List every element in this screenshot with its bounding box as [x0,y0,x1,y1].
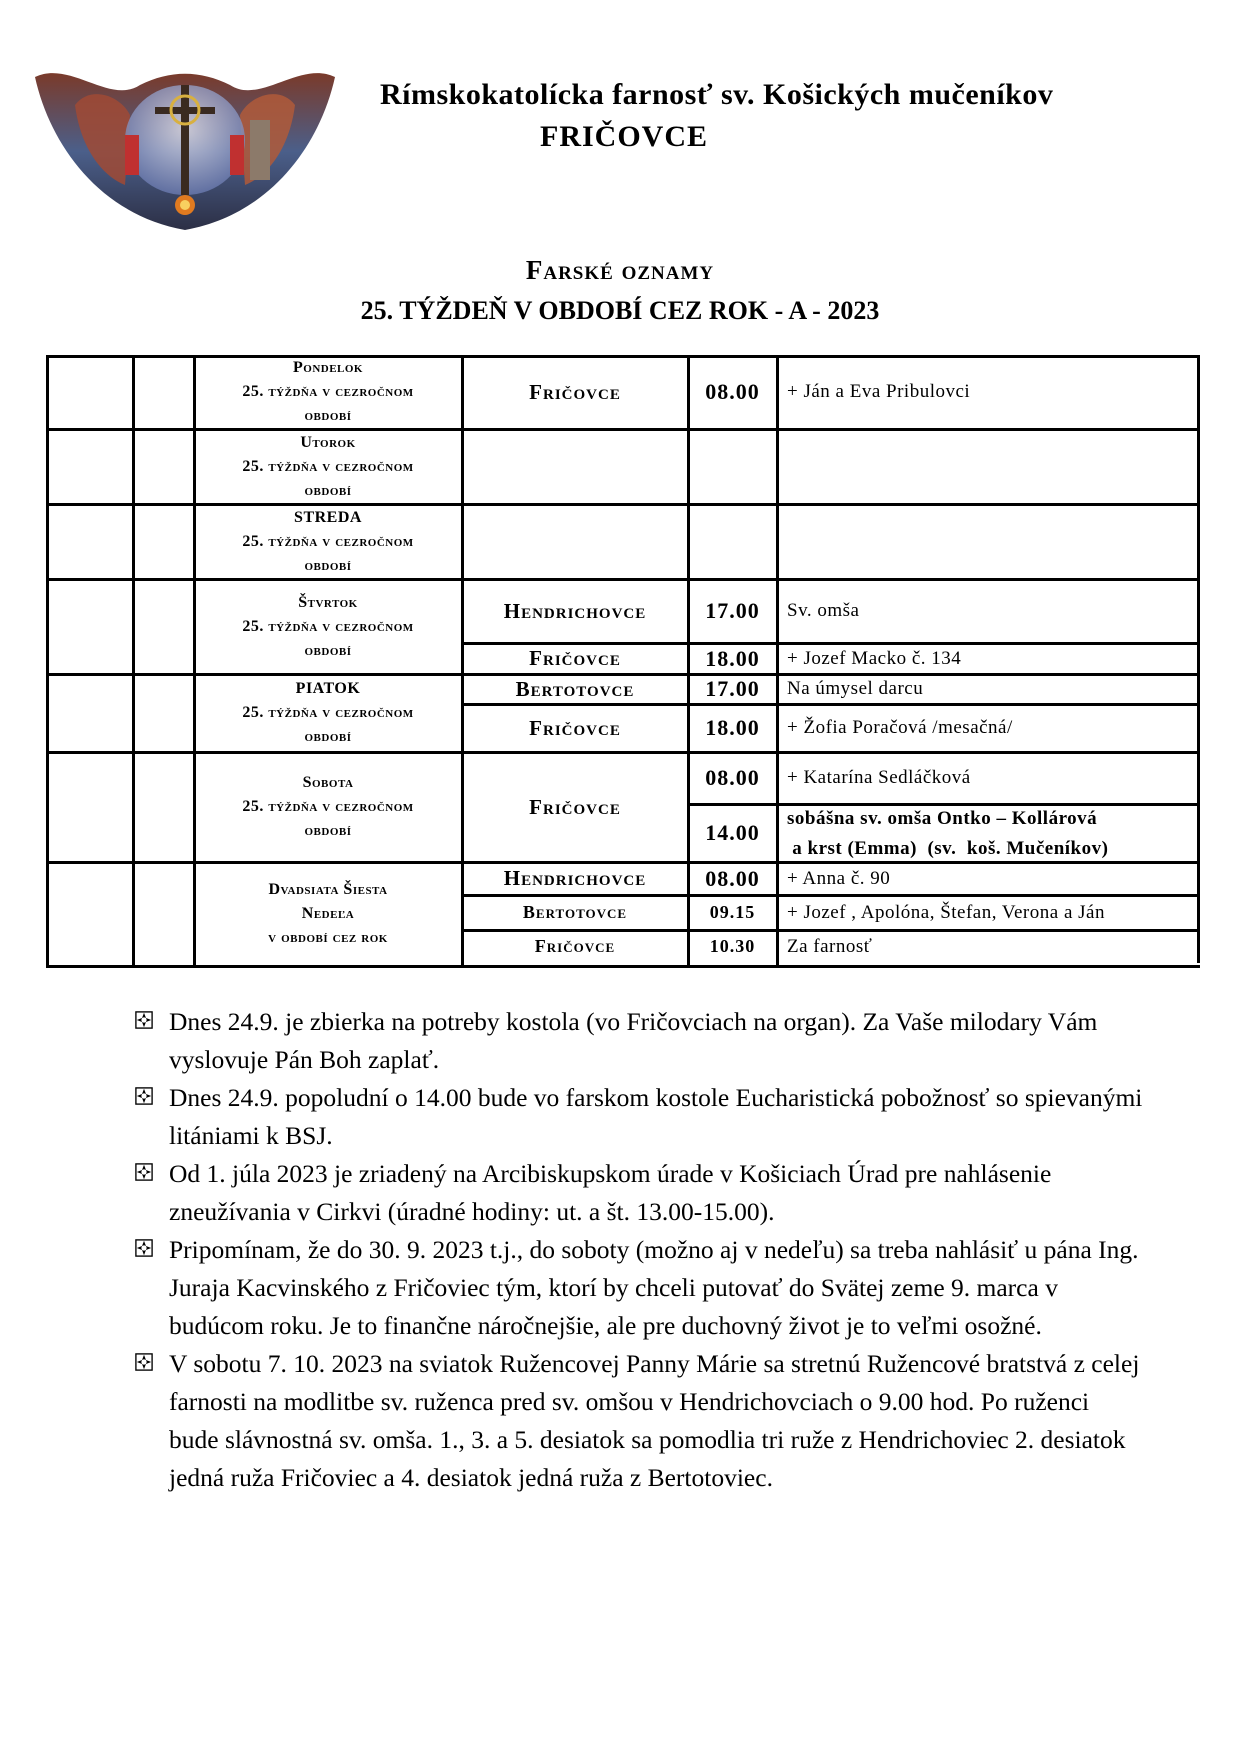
mass-time: 14.00 [705,820,760,845]
announcement-text: Dnes 24.9. je zbierka na potreby kostola (vo Fričovciach na organ). Za Vaše milodary Vám vyslovuje Pán Boh zaplať. [169,1007,1098,1074]
announcement-item [135,1155,1145,1231]
day-name-line: období [304,407,352,424]
mass-intention: + Ján a Eva Pribulovci [787,381,971,402]
cross-pattee-icon [135,1011,153,1029]
announcement-text: Dnes 24.9. popoludní o 14.00 bude vo farskom kostole Eucharistická pobožnosť so spievanými litániami k BSJ. [169,1083,1143,1150]
day-name-line: období [304,641,352,659]
mass-intention: + Jozef , Apolóna, Štefan, Verona a Ján [787,901,1105,923]
day-name-line: období [304,556,352,574]
day-name-line: období [304,481,352,499]
day-date [46,862,133,966]
day-name-line: v období cez rok [268,929,388,946]
day-name [194,674,462,752]
day-name [194,579,462,674]
day-date [46,752,133,862]
table-border [46,355,49,966]
mass-intention-line: a krst (Emma) (sv. koš. Mučeníkov) [787,838,1109,859]
day-name-line: STREDA [294,508,362,526]
mass-place: Fričovce [529,794,621,819]
table-border [193,355,196,966]
mass-intention: Na úmysel darcu [787,678,924,699]
day-name [194,752,462,862]
day-date [46,579,133,674]
day-date [46,429,133,504]
table-border [462,428,1200,431]
day-name-line: Štvrtok [298,593,358,611]
table-border [461,355,464,966]
day-abbr [133,862,194,966]
table-border [687,355,690,966]
day-abbr [133,579,194,674]
page-subtitle: 25. TÝŽDEŇ V OBDOBÍ CEZ ROK - A - 2023 [360,296,880,325]
day-abbr [133,355,194,429]
mass-intention: + Katarína Sedláčková [787,767,971,788]
announcements-list [135,1003,1145,1497]
day-name-line: Utorok [300,433,356,451]
day-abbr [133,674,194,752]
table-border [132,355,135,966]
table-border [776,355,779,966]
day-name-line: 25. týždňa v cezročnom [242,457,414,475]
announcement-text: V sobotu 7. 10. 2023 na sviatok Ružencovej Panny Márie sa stretnú Ružencové bratstvá z celej farnosti na modlitbe sv. ruženca pred sv. omšou v Hendrichovciach o 9.00 hod. Po ruženci bude slávnostná sv. omša. 1., 3. a 5. desiatok sa pomodlia tri ruže z Hendrichoviec 2. desiatok jedná ruža Fričoviec a 4. desiatok jedná ruža z Bertotoviec. [169,1349,1140,1492]
cross-pattee-icon [135,1087,153,1105]
day-name-line: Nedeľa [301,905,355,922]
mass-time: 18.00 [705,715,760,740]
day-name-line: 25. týždňa v cezročnom [242,704,414,721]
announcement-item [135,1003,1145,1079]
mass-intention: + Žofia Poračová /mesačná/ [787,717,1013,738]
day-name [194,862,462,966]
table-border [462,503,1200,506]
mass-time: 08.00 [705,865,760,891]
table-border [46,965,462,968]
mass-place: Hendrichovce [503,866,647,890]
mass-time: 09.15 [709,902,756,922]
day-name-line: období [304,728,352,745]
mass-intention: + Jozef Macko č. 134 [787,647,962,669]
mass-intention: Sv. omša [787,600,860,621]
day-name-line: Pondelok [292,359,363,376]
day-name-line: 25. týždňa v cezročnom [242,617,414,635]
day-name [194,355,462,429]
mass-time: 08.00 [705,765,760,790]
day-name-line: Sobota [302,774,354,791]
day-name-line: 25. týždňa v cezročnom [242,383,414,400]
day-name-line: 25. týždňa v cezročnom [242,798,414,815]
day-abbr [133,504,194,579]
cross-pattee-icon [135,1239,153,1257]
day-date [46,504,133,579]
day-abbr [133,429,194,504]
mass-time: 10.30 [709,936,756,956]
announcement-item [135,1345,1145,1497]
parish-logo [30,65,340,230]
announcement-text: Pripomínam, že do 30. 9. 2023 t.j., do soboty (možno aj v nedeľu) sa treba nahlásiť u pána Ing. Juraja Kacvinského z Fričoviec tým, ktorí by chceli putovať do Svätej zeme 9. marca v budúcom roku. Je to finančne náročnejšie, ale pre duchovný život je to veľmi osožné. [169,1235,1139,1340]
mass-place: Fričovce [534,936,616,956]
mass-intention: + Anna č. 90 [787,867,891,889]
parish-town: FRIČOVCE [540,120,709,153]
day-date [46,355,133,429]
mass-schedule-table [46,355,1200,966]
mass-place: Bertotovce [522,902,628,922]
mass-place: Fričovce [529,715,621,740]
day-date [46,674,133,752]
day-name [194,429,462,504]
mass-time: 18.00 [705,645,760,671]
day-name-line: PIATOK [295,680,361,697]
day-abbr [133,752,194,862]
day-name-line: Dvadsiata Šiesta [268,881,388,898]
announcement-item [135,1231,1145,1345]
mass-time: 17.00 [705,676,760,701]
mass-place: Fričovce [529,379,621,404]
day-name-line: období [304,822,352,839]
table-border [46,355,1200,358]
parish-name: Rímskokatolícka farnosť sv. Košických mučeníkov [380,78,1054,111]
cross-pattee-icon [135,1163,153,1181]
table-border [1197,355,1200,963]
mass-time: 17.00 [705,598,760,623]
day-name-line: 25. týždňa v cezročnom [242,532,414,550]
announcement-text: Od 1. júla 2023 je zriadený na Arcibiskupskom úrade v Košiciach Úrad pre nahlásenie zneužívania v Cirkvi (úradné hodiny: ut. a št. 13.00-15.00). [169,1159,1052,1226]
mass-intention-line: sobášna sv. omša Ontko – Kollárová [787,808,1098,829]
mass-time: 08.00 [705,379,760,404]
mass-intention [777,804,1200,862]
announcement-item [135,1079,1145,1155]
cross-pattee-icon [135,1353,153,1371]
table-border [462,965,1200,968]
day-name [194,504,462,579]
mass-intention: Za farnosť [787,935,873,957]
mass-place: Bertotovce [515,676,635,701]
page-title: Farské oznamy [525,255,715,285]
mass-place: Fričovce [529,646,621,670]
mass-place: Hendrichovce [503,598,647,623]
